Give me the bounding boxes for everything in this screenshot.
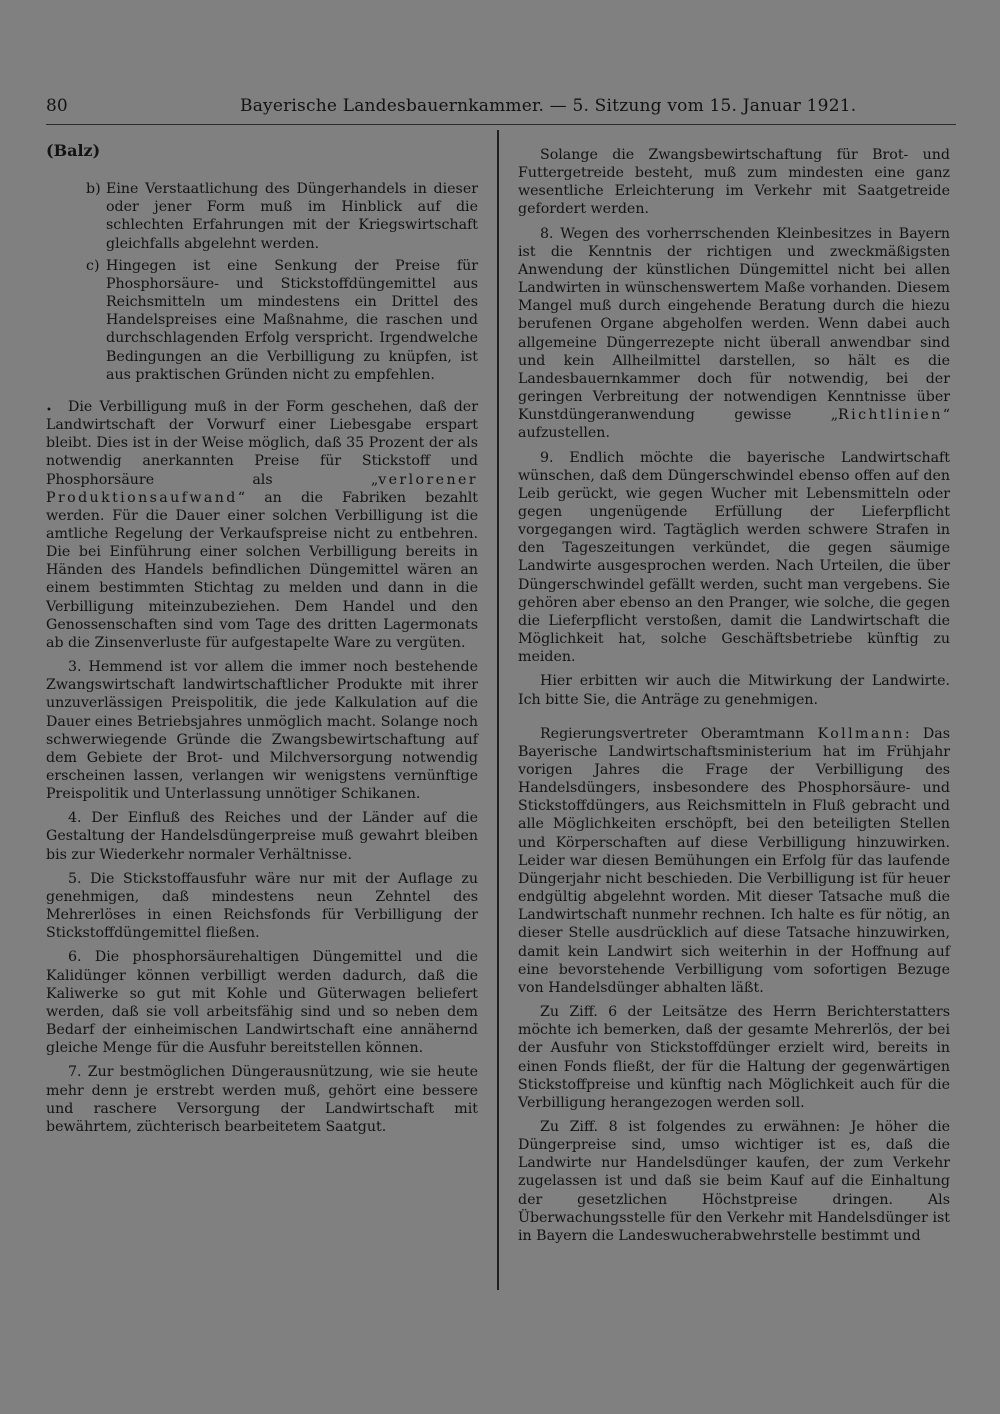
speech [518,725,950,997]
list-item [86,257,478,384]
item-text: Hingegen ist eine Senkung der Preise für Phosphorsäure- und Stickstoffdüngemittel aus Reichsmitteln um mindestens ein Drittel des Handelspreises eine Maßnahme, die raschen und durchschlagenden Erfolg verspricht. Irgendwelche Bedingungen an die Verbilligung zu knüpfen, ist aus praktischen Gründen nicht zu empfehlen. [106,257,478,383]
paragraph-text: “ aufzustellen. [518,407,950,442]
paragraph-text: “ an die Fabriken bezahlt werden. Für die Dauer einer solchen Verbilligung ist die amtliche Regelung der Verkaufspreise nicht zu entbehren. Die bei Einführung einer solchen Verbilligung bereits in Händen des Handels befindlichen Düngemittel wären an einem bestimmten Stichtag zu melden und dann in die Verbilligung miteinzubeziehen. Dem Handel und den Genossenschaften sind vom Tage des dritten Lagermonats ab die Zinsenverluste für aufgestapelte Ware zu vergüten. [46,489,478,651]
item-label: b) [86,181,101,198]
speaker-label: (Balz) [46,141,101,160]
speech-text: : Das Bayerische Landwirtschaftsministerium hat im Frühjahr vorigen Jahres die Frage der Verbilligung des Handelsdüngers, insbesondere des Phosphorsäure- und Stickstoffdüngers, aus Reichsmitteln in Fluß gebracht und alle Möglichkeiten erschöpft, bei den beteiligten Stellen und Körperschaften auf diese Verbilligung hinzuwirken. Leider war diesen Bemühungen ein Erfolg für das laufende Düngerjahr nicht beschieden. Die Verbilligung ist für heuer endgültig abgelehnt worden. Mit dieser Tatsache muß die Landwirtschaft nunmehr rechnen. Ich halte es für nötig, an dieser Stelle ausdrücklich auf diese Tatsache hinzuwirken, damit kein Landwirt sich weiterhin in der Hoffnung auf eine bevorstehende Verbilligung vom sofortigen Bezuge von Handelsdünger abhalten läßt. [518,725,950,996]
paragraph-text: Die Verbilligung muß in der Form geschehen, daß der Landwirtschaft der Vorwurf einer Liebesgabe erspart bleibt. Dies ist in der Weise möglich, daß 35 Prozent der als notwendig anerkannten Preise für Stickstoff und Phosphorsäure als „ [46,398,478,488]
margin-dot: • [46,405,52,416]
spaced-term: verlorener Produktionsaufwand [46,471,478,506]
running-head: Bayerische Landesbauernkammer. — 5. Sitzung vom 15. Januar 1921. [240,96,857,116]
paragraph: Hier erbitten wir auch die Mitwirkung der Landwirte. Ich bitte Sie, die Anträge zu genehmigen. [518,673,950,708]
paragraph: 4. Der Einfluß des Reiches und der Länder auf die Gestaltung der Handelsdüngerpreise muß gewahrt bleiben bis zur Wiederkehr normaler Verhältnisse. [46,810,478,863]
paragraph-text: 8. Wegen des vorherrschenden Kleinbesitzes in Bayern ist die Kenntnis der richtigen und zweckmäßigsten Anwendung der künstlichen Düngemittel nicht bei allen Landwirten in wünschenswertem Maße vorhanden. Diesem Mangel muß durch eingehende Beratung durch die hiezu berufenen Organe abgeholfen werden. Wenn dabei auch allgemeine Düngerrezepte nicht überall anwendbar sind und kein Allheilmittel darstellen, so hält es die Landesbauernkammer doch für notwendig, bei der geringen Verbreitung der notwendigen Kenntnisse über Kunstdüngeranwendung gewisse „ [518,225,950,424]
item-label: c) [86,257,100,274]
column-divider [497,130,499,1290]
right-column [518,146,950,1251]
paragraph: 9. Endlich möchte die bayerische Landwirtschaft wünschen, daß dem Düngerschwindel ebenso offen auf den Leib gerückt, wie gegen Wucher mit Lebensmitteln oder gegen ungenügende Erfüllung der Lieferpflicht vorgegangen wird. Tagtäglich werden schwere Strafen in den Tageszeitungen verkündet, die gegen säumige Landwirte ausgesprochen werden. Nach Urteilen, die über Düngerschwindel gefällt werden, sucht man vergebens. Sie gehören aber ebenso an den Pranger, wie solche, die gegen die Lieferpflicht verstoßen, damit die Landwirtschaft die Möglichkeit hat, solche Geschäftsbetriebe künftig zu meiden. [518,449,950,666]
list-item [86,180,478,253]
paragraph: 3. Hemmend ist vor allem die immer noch bestehende Zwangswirtschaft landwirtschaftlicher Produkte mit ihrer unzuverlässigen Preispolitik, die jede Kalkulation auf die Dauer eines Betriebsjahres unmöglich macht. Solange noch schwerwiegende Gründe die Zwangsbewirtschaftung auf dem Gebiete der Brot- und Milchversorgung notwendig erscheinen lassen, verlangen wir wenigstens vernünftige Preispolitik und Unterlassung unnötiger Schikanen. [46,659,478,803]
paragraph: 5. Die Stickstoffausfuhr wäre nur mit der Auflage zu genehmigen, daß mindestens neun Zehntel des Mehrerlöses in einen Reichsfonds für Verbilligung der Stickstoffdüngemittel fließen. [46,870,478,942]
paragraph: Zu Ziff. 8 ist folgendes zu erwähnen: Je höher die Düngerpreise sind, umso wichtiger ist es, daß die Landwirte nur Handelsdünger kaufen, der zum Verkehr zugelassen ist und daß sie beim Kauf auf die Einhaltung der gesetzlichen Höchstpreise dringen. Als Überwachungsstelle für den Verkehr mit Handelsdünger ist in Bayern die Landeswucherabwehrstelle bestimmt und [518,1118,950,1244]
speaker-intro: Regierungsvertreter Oberamtmann [540,725,818,742]
paragraph: Solange die Zwangsbewirtschaftung für Brot- und Futtergetreide besteht, muß zum mindesten eine ganz wesentliche Erleichterung im Verkehr mit Saatgetreide gefordert werden. [518,147,950,218]
spaced-term: Richtlinien [838,407,943,424]
paragraph: 6. Die phosphorsäurehaltigen Düngemittel und die Kalidünger können verbilligt werden dadurch, daß die Kaliwerke so gut mit Kohle und Güterwagen beliefert werden, daß sie voll arbeitsfähig sind und so neben dem Bedarf der einheimischen Landwirtschaft eine annähernd gleiche Menge für die Ausfuhr bereitstellen können. [46,949,478,1057]
item-text: Eine Verstaatlichung des Düngerhandels in dieser oder jener Form muß im Hinblick auf die schlechten Erfahrungen mit der Kriegswirtschaft gleichfalls abgelehnt werden. [106,181,478,252]
paragraph: 7. Zur bestmöglichen Düngerausnützung, wie sie heute mehr denn je erstrebt werden muß, gehört eine bessere und raschere Versorgung der Landwirtschaft mit bewährtem, züchterisch bearbeitetem Saatgut. [46,1064,478,1135]
paragraph [518,225,950,443]
left-column [46,142,478,1142]
speaker-name: Kollmann [817,725,905,742]
page-number: 80 [46,96,68,116]
paragraph [46,398,478,652]
header-rule [46,124,956,125]
paragraph: Zu Ziff. 6 der Leitsätze des Herrn Berichterstatters möchte ich bemerken, daß der gesamte Mehrerlös, der bei der Ausfuhr von Stickstoffdünger erzielt wird, bereits in einen Fonds fließt, der für die Haltung der gegenwärtigen Stickstoffpreise und künftig nach Möglichkeit auch für die Verbilligung herangezogen werden soll. [518,1004,950,1111]
